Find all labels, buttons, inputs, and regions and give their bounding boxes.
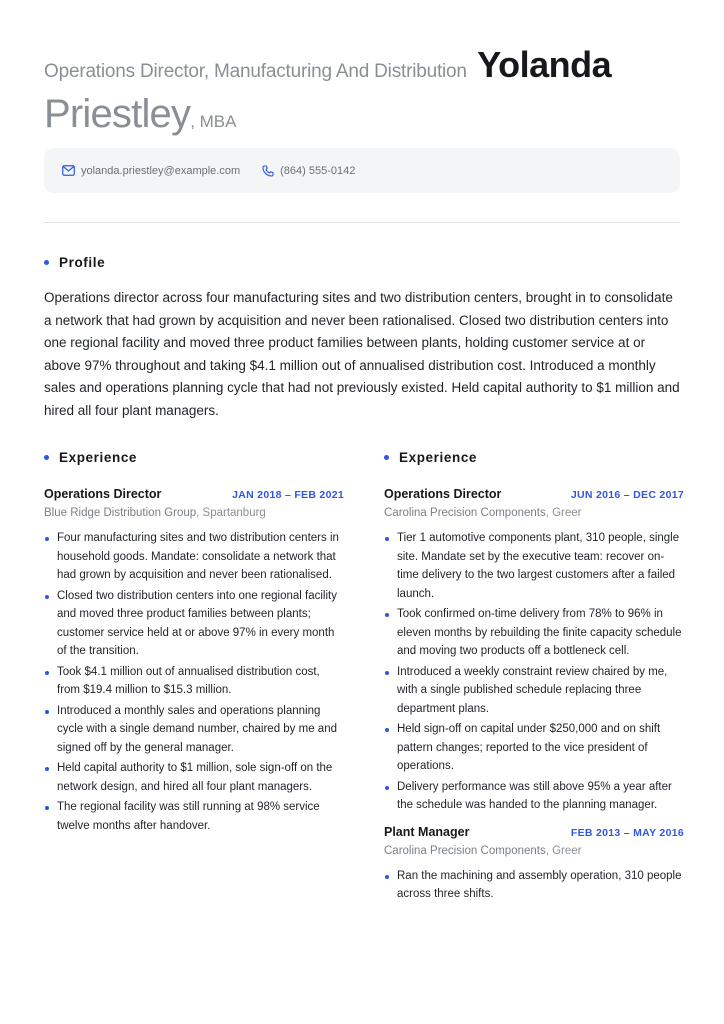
job-header — [384, 487, 684, 501]
experience-column-right — [384, 450, 684, 906]
name-suffix: , MBA — [190, 112, 237, 131]
profile-heading: Profile — [59, 255, 106, 270]
company-location: , Greer — [545, 507, 582, 519]
job-entry — [384, 487, 684, 815]
list-item: The regional facility was still running at 98% service twelve months after handover. — [44, 798, 344, 835]
job-title: Plant Manager — [384, 824, 470, 839]
job-entry — [44, 487, 344, 835]
job-organization — [384, 507, 684, 519]
list-item: Closed two distribution centers into one regional facility and moved three product families between plants; customer service held at or above 97% in every month of the transition. — [44, 587, 344, 661]
profile-section-title — [44, 255, 105, 270]
list-item: Tier 1 automotive components plant, 310 people, single site. Mandate set by the executive team: recover on-time delivery to the two largest customers after a failed launch. — [384, 529, 684, 603]
experience-heading: Experience — [59, 450, 138, 465]
experience-section-title — [44, 450, 344, 465]
job-dates: JAN 2018 – FEB 2021 — [232, 489, 344, 501]
header-divider — [44, 222, 680, 223]
job-title: Operations Director — [44, 487, 162, 501]
bullet-dot-icon — [44, 260, 49, 265]
bullet-dot-icon — [384, 455, 389, 460]
list-item: Held sign-off on capital under $250,000 and on shift pattern changes; reported to the vice president of operations. — [384, 720, 684, 776]
company-location: , Spartanburg — [196, 507, 266, 519]
list-item: Delivery performance was still above 95% a year after the schedule was handed to the planning manager. — [384, 778, 684, 815]
company-name: Carolina Precision Components — [384, 844, 546, 857]
list-item: Introduced a monthly sales and operations planning cycle with a single demand number, chaired by me and signed off by the general manager. — [44, 702, 344, 758]
list-item: Took $4.1 million out of annualised distribution cost, from $19.4 million to $15.3 million. — [44, 663, 344, 700]
job-bullets — [44, 529, 344, 835]
company-location: , Greer — [545, 844, 582, 857]
phone-text: (864) 555-0142 — [280, 164, 356, 177]
list-item: Ran the machining and assembly operation, 310 people across three shifts. — [384, 867, 684, 904]
mail-icon — [62, 165, 75, 176]
job-dates: JUN 2016 – DEC 2017 — [570, 489, 684, 501]
experience-section-title — [384, 450, 684, 465]
experience-column-left — [44, 450, 344, 837]
job-header — [44, 487, 344, 501]
job-title: Operations Director — [384, 487, 502, 501]
job-header — [384, 825, 684, 839]
list-item: Four manufacturing sites and two distribution centers in household goods. Mandate: consolidate a network that had grown by acquisition and never been rationalised. — [44, 529, 344, 585]
job-organization — [44, 507, 344, 519]
list-item: Took confirmed on-time delivery from 78% to 96% in eleven months by rebuilding the finite capacity schedule and moving two products off a bottleneck cell. — [384, 605, 684, 661]
phone-icon — [262, 165, 274, 177]
name-line — [44, 92, 684, 145]
bullet-dot-icon — [44, 455, 49, 460]
experience-heading: Experience — [399, 450, 478, 465]
contact-email[interactable] — [62, 165, 240, 177]
job-entry — [384, 825, 684, 904]
contact-phone[interactable] — [262, 165, 355, 177]
list-item: Held capital authority to $1 million, sole sign-off on the network design, and hired all four plant managers. — [44, 759, 344, 796]
contact-bar — [44, 148, 680, 193]
profile-text: Operations director across four manufacturing sites and two distribution centers, brought in to consolidate a network that had grown by acquisition and never been rationalised. Closed two distribution centers into one regional facility and moved three product families between plants, holding customer service at or above 97% throughout and taking $4.1 million out of annualised distribution cost. Introduced a monthly sales and operations planning cycle that had not previously existed. Held capital authority to $1 million and hired all four plant managers. — [44, 290, 680, 418]
job-organization — [384, 845, 684, 857]
job-role-title: Operations Director, Manufacturing And Distribution — [44, 61, 467, 82]
job-bullets — [384, 867, 684, 904]
email-text: yolanda.priestley@example.com — [81, 164, 241, 177]
company-name: Blue Ridge Distribution Group — [44, 507, 197, 519]
company-name: Carolina Precision Components — [384, 507, 546, 519]
title-line — [44, 44, 684, 94]
list-item: Introduced a weekly constraint review chaired by me, with a single published schedule replacing three department plans. — [384, 663, 684, 719]
job-dates: FEB 2013 – MAY 2016 — [570, 826, 684, 839]
first-name: Yolanda — [477, 44, 612, 85]
job-bullets — [384, 529, 684, 815]
last-name: Priestley — [44, 92, 191, 136]
resume-header — [44, 44, 684, 145]
